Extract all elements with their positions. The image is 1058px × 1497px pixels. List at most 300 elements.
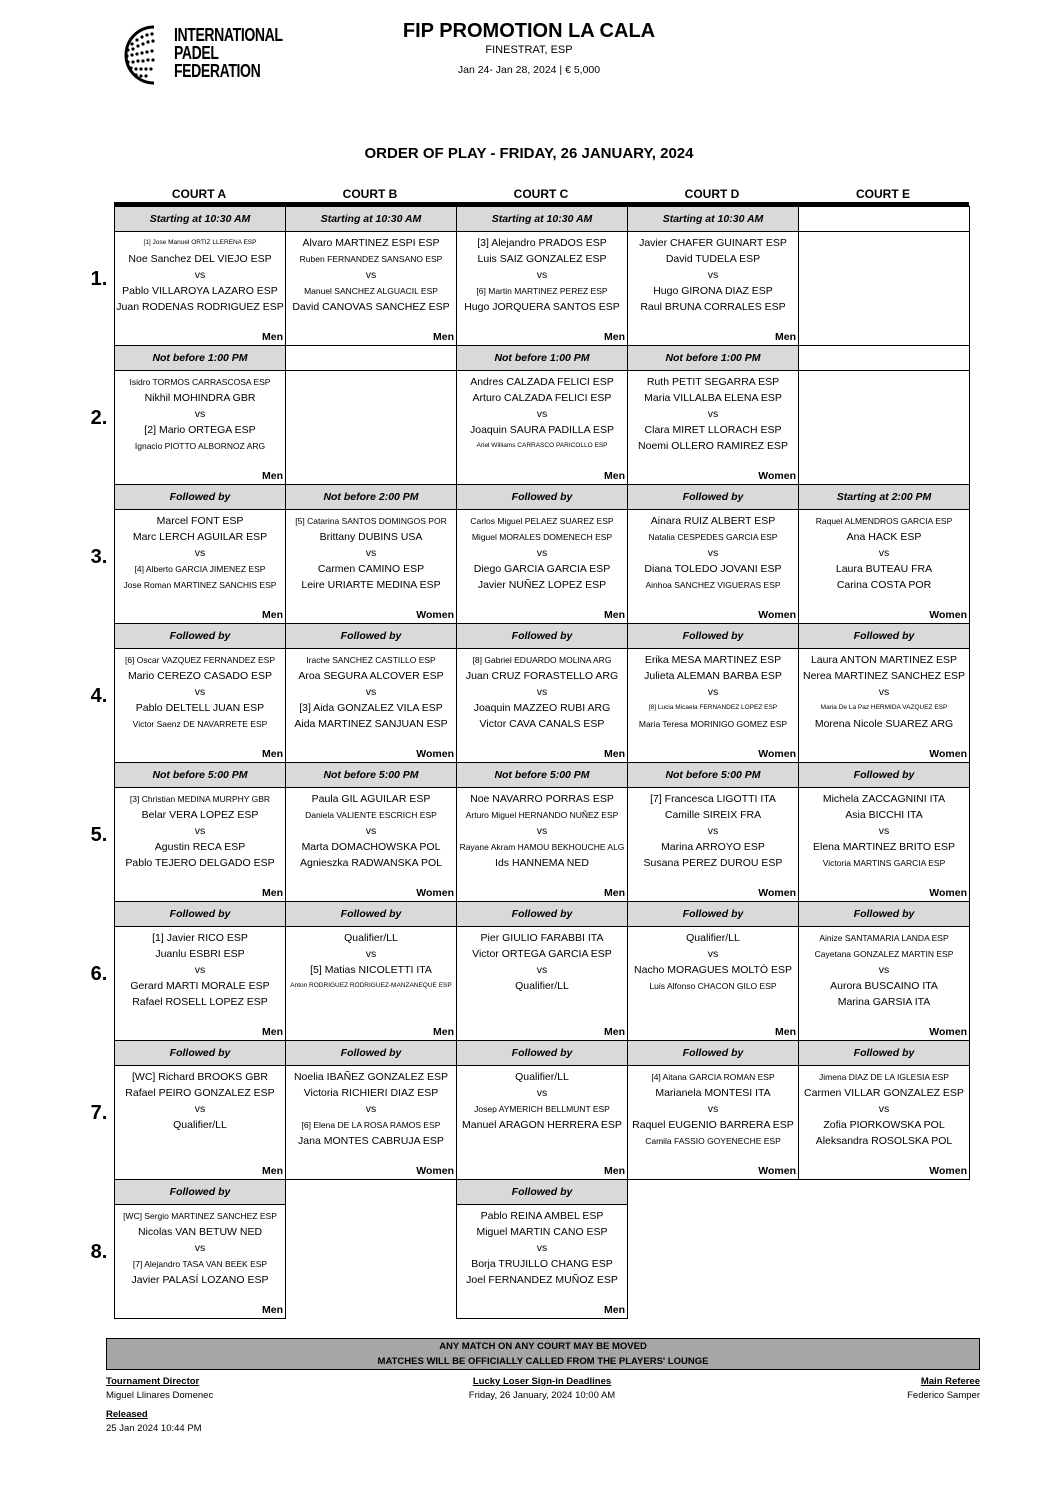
match-time: Followed by: [628, 1041, 798, 1066]
match-row-number: 3.: [90, 546, 108, 568]
tournament-location: FINESTRAT, ESP: [485, 44, 573, 56]
match-time: Not before 5:00 PM: [628, 763, 798, 788]
main-referee: [907, 1376, 980, 1401]
player-line: [7] Alejandro TASA VAN BEEK ESP: [132, 1259, 268, 1269]
match-players: [286, 930, 456, 994]
referee-name: Federico Samper: [907, 1390, 980, 1401]
match-category: Women: [758, 470, 796, 482]
match-time: Not before 2:00 PM: [286, 485, 456, 510]
match-category: Men: [604, 1304, 625, 1316]
match-category: Men: [775, 331, 796, 343]
match-category: Women: [758, 748, 796, 760]
released-label: Released: [106, 1409, 148, 1420]
versus-label: vs: [878, 964, 890, 976]
player-line: Juan RODENAS RODRIGUEZ ESP: [116, 301, 284, 313]
versus-label: vs: [194, 269, 206, 281]
match-category: Men: [604, 887, 625, 899]
player-line: Zofia PIORKOWSKA POL: [823, 1119, 945, 1131]
match-slot: [456, 484, 628, 624]
match-slot: [114, 1040, 286, 1180]
lucky-loser-deadline: [0, 1376, 1058, 1401]
player-line: Joaquin SAURA PADILLA ESP: [470, 424, 614, 436]
player-line: Erika MESA MARTINEZ ESP: [644, 654, 782, 666]
player-line: Asia BICCHI ITA: [845, 809, 923, 821]
player-line: Carmen VILLAR GONZALEZ ESP: [804, 1087, 964, 1099]
versus-label: vs: [878, 686, 890, 698]
match-category: Men: [604, 748, 625, 760]
match-players: [799, 791, 969, 871]
match-time: Not before 5:00 PM: [457, 763, 627, 788]
match-players: [115, 652, 285, 732]
player-line: Aida MARTINEZ SANJUAN ESP: [294, 718, 448, 730]
match-slot: [798, 206, 970, 346]
tournament-title: FIP PROMOTION LA CALA: [402, 20, 656, 42]
match-slot: [798, 623, 970, 763]
match-slot: [114, 1179, 286, 1319]
match-category: Men: [604, 470, 625, 482]
player-line: Noe NAVARRO PORRAS ESP: [470, 793, 614, 805]
match-slot: [456, 1040, 628, 1180]
match-players: [115, 791, 285, 871]
match-time: Starting at 2:00 PM: [799, 485, 969, 510]
match-players: [628, 1069, 798, 1149]
versus-label: vs: [536, 1087, 548, 1099]
match-row-number: 6.: [90, 963, 108, 985]
match-category: Women: [758, 1165, 796, 1177]
player-line: Victor CAVA CANALS ESP: [479, 718, 605, 730]
versus-label: vs: [536, 269, 548, 281]
match-players: [628, 930, 798, 994]
match-time: [286, 346, 456, 371]
player-line: Rayane Akram HAMOU BEKHOUCHE ALG: [459, 842, 625, 852]
match-category: Men: [604, 1026, 625, 1038]
versus-label: vs: [707, 825, 719, 837]
player-line: Susana PEREZ DUROU ESP: [643, 857, 783, 869]
match-row-number: 5.: [90, 824, 108, 846]
released-value: 25 Jan 2024 10:44 PM: [106, 1423, 202, 1434]
player-line: Paula GIL AGUILAR ESP: [311, 793, 431, 805]
match-players: [799, 1069, 969, 1149]
player-line: Camila FASSIO GOYENECHE ESP: [645, 1136, 781, 1146]
player-line: Joel FERNANDEZ MUÑOZ ESP: [466, 1274, 618, 1286]
player-line: Irache SANCHEZ CASTILLO ESP: [306, 655, 436, 665]
match-time: Followed by: [628, 485, 798, 510]
match-category: Men: [262, 887, 283, 899]
director-name: Miguel Llinares Domenec: [106, 1390, 214, 1401]
player-line: Victoria RICHIERI DIAZ ESP: [303, 1087, 439, 1099]
player-line: Miguel MORALES DOMENECH ESP: [471, 532, 613, 542]
logo-line-1: INTERNATIONAL: [174, 25, 283, 45]
match-players: [286, 652, 456, 732]
match-row-number: 2.: [90, 407, 108, 429]
match-players: [457, 1069, 627, 1133]
player-line: Carlos Miguel PELAEZ SUAREZ ESP: [470, 516, 614, 526]
versus-label: vs: [194, 825, 206, 837]
match-time: Starting at 10:30 AM: [457, 207, 627, 232]
match-slot: [798, 345, 970, 485]
versus-label: vs: [707, 948, 719, 960]
versus-label: vs: [365, 948, 377, 960]
player-line: Michela ZACCAGNINI ITA: [822, 793, 946, 805]
match-players: [799, 930, 969, 1010]
player-line: Maria Teresa MORINIGO GOMEZ ESP: [638, 719, 788, 729]
player-line: Aurora BUSCAINO ITA: [830, 980, 938, 992]
player-line: Belar VERA LOPEZ ESP: [141, 809, 259, 821]
player-line: Morena Nicole SUAREZ ARG: [814, 718, 954, 730]
player-line: [8] Lucia Micaela FERNANDEZ LOPEZ ESP: [648, 704, 778, 711]
match-slot: [114, 206, 286, 346]
player-line: [8] Gabriel EDUARDO MOLINA ARG: [472, 655, 612, 665]
match-time: Followed by: [286, 902, 456, 927]
player-line: Hugo JORQUERA SANTOS ESP: [464, 301, 620, 313]
player-line: [4] Alberto GARCIA JIMENEZ ESP: [134, 564, 266, 574]
player-line: Raquel EUGENIO BARRERA ESP: [632, 1119, 794, 1131]
player-line: Anton RODRIGUEZ RODRIGUEZ-MANZANEQUE ESP: [290, 982, 452, 989]
versus-label: vs: [194, 964, 206, 976]
match-time: Starting at 10:30 AM: [115, 207, 285, 232]
player-line: Alvaro MARTINEZ ESPI ESP: [302, 237, 440, 249]
player-line: Jose Roman MARTINEZ SANCHIS ESP: [123, 580, 277, 590]
match-time: Followed by: [286, 624, 456, 649]
versus-label: vs: [365, 1103, 377, 1115]
player-line: Miguel MARTIN CANO ESP: [476, 1226, 608, 1238]
match-time: Followed by: [799, 763, 969, 788]
match-time: Followed by: [457, 902, 627, 927]
match-slot: [285, 345, 457, 485]
versus-label: vs: [707, 408, 719, 420]
match-players: [115, 1069, 285, 1133]
match-category: Men: [262, 609, 283, 621]
player-line: Qualifier/LL: [515, 1071, 569, 1083]
player-line: [3] Christian MEDINA MURPHY GBR: [129, 794, 271, 804]
player-line: Aleksandra ROSOLSKA POL: [815, 1135, 953, 1147]
player-line: Natalia CESPEDES GARCIA ESP: [648, 532, 778, 542]
match-slot: [114, 901, 286, 1041]
match-time: Followed by: [115, 1041, 285, 1066]
match-time: [799, 207, 969, 232]
court-header-a: COURT A: [171, 187, 227, 201]
player-line: Ainize SANTAMARIA LANDA ESP: [819, 933, 949, 943]
match-players: [286, 791, 456, 871]
match-slot: [456, 206, 628, 346]
versus-label: vs: [365, 825, 377, 837]
match-players: [457, 652, 627, 732]
player-line: Andres CALZADA FELICI ESP: [470, 376, 614, 388]
match-category: Men: [775, 1026, 796, 1038]
match-category: Women: [929, 1026, 967, 1038]
player-line: Juan CRUZ FORASTELLO ARG: [465, 670, 619, 682]
tournament-dates: Jan 24- Jan 28, 2024 | € 5,000: [457, 64, 601, 76]
player-line: Marta DOMACHOWSKA POL: [301, 841, 441, 853]
match-slot: [114, 484, 286, 624]
player-line: [5] Matias NICOLETTI ITA: [310, 964, 432, 976]
versus-label: vs: [536, 964, 548, 976]
player-line: Nacho MORAGUES MOLTÒ ESP: [634, 964, 792, 976]
player-line: Camille SIREIX FRA: [664, 809, 762, 821]
director-label: Tournament Director: [106, 1376, 200, 1387]
versus-label: vs: [878, 547, 890, 559]
match-row-number: 7.: [90, 1102, 108, 1124]
player-line: [4] Aitana GARCIA ROMAN ESP: [651, 1072, 775, 1082]
player-line: Marc LERCH AGUILAR ESP: [132, 531, 268, 543]
player-line: Ruben FERNANDEZ SANSANO ESP: [299, 254, 443, 264]
match-slot: [114, 345, 286, 485]
match-slot: [798, 901, 970, 1041]
player-line: Isidro TORMOS CARRASCOSA ESP: [129, 377, 271, 387]
player-line: [5] Catarina SANTOS DOMINGOS POR: [295, 516, 447, 526]
player-line: Marianela MONTESI ITA: [655, 1087, 771, 1099]
player-line: Gerard MARTI MORALE ESP: [130, 980, 270, 992]
player-line: Ignacio PIOTTO ALBORNOZ ARG: [134, 441, 266, 451]
player-line: [6] Martin MARTINEZ PEREZ ESP: [476, 286, 608, 296]
player-line: Qualifier/LL: [344, 932, 398, 944]
match-category: Men: [433, 331, 454, 343]
match-time: Starting at 10:30 AM: [286, 207, 456, 232]
match-category: Women: [758, 887, 796, 899]
versus-label: vs: [536, 1242, 548, 1254]
player-line: [WC] Sergio MARTINEZ SANCHEZ ESP: [123, 1211, 277, 1221]
player-line: Nerea MARTINEZ SANCHEZ ESP: [802, 670, 965, 682]
player-line: Carina COSTA POR: [836, 579, 932, 591]
match-players: [286, 235, 456, 315]
match-time: Not before 1:00 PM: [628, 346, 798, 371]
lucky-loser-value: Friday, 26 January, 2024 10:00 AM: [468, 1390, 616, 1401]
match-players: [628, 791, 798, 871]
match-category: Men: [604, 609, 625, 621]
match-slot: [114, 623, 286, 763]
match-players: [799, 652, 969, 732]
player-line: Rafael PEIRO GONZALEZ ESP: [125, 1087, 275, 1099]
player-line: Marcel FONT ESP: [156, 515, 244, 527]
match-slot: [798, 484, 970, 624]
player-line: Brittany DUBINS USA: [319, 531, 423, 543]
versus-label: vs: [194, 686, 206, 698]
match-time: [799, 346, 969, 371]
player-line: Elena MARTINEZ BRITO ESP: [813, 841, 955, 853]
match-slot: [285, 484, 457, 624]
player-line: [WC] Richard BROOKS GBR: [132, 1071, 268, 1083]
versus-label: vs: [707, 686, 719, 698]
player-line: David TUDELA ESP: [665, 253, 761, 265]
player-line: Clara MIRET LLORACH ESP: [644, 424, 782, 436]
match-time: Followed by: [799, 902, 969, 927]
match-category: Women: [416, 609, 454, 621]
match-slot: [285, 623, 457, 763]
versus-label: vs: [707, 1103, 719, 1115]
player-line: Diana TOLEDO JOVANI ESP: [644, 563, 782, 575]
player-line: Noe Sanchez DEL VIEJO ESP: [128, 253, 272, 265]
match-players: [286, 1069, 456, 1149]
match-row-number: 8.: [90, 1241, 108, 1263]
match-slot: [627, 484, 799, 624]
player-line: Pablo VILLAROYA LAZARO ESP: [122, 285, 278, 297]
match-category: Men: [604, 331, 625, 343]
player-line: [1] Javier RICO ESP: [152, 932, 248, 944]
match-time: Followed by: [457, 485, 627, 510]
order-of-play-title: ORDER OF PLAY - FRIDAY, 26 JANUARY, 2024: [364, 145, 694, 162]
match-players: [115, 513, 285, 593]
player-line: Nikhil MOHINDRA GBR: [144, 392, 256, 404]
match-players: [457, 235, 627, 315]
match-players: [457, 930, 627, 994]
player-line: Pier GIULIO FARABBI ITA: [480, 932, 604, 944]
court-header-b: COURT B: [342, 187, 398, 201]
match-time: Followed by: [115, 902, 285, 927]
match-slot: [798, 762, 970, 902]
player-line: Raquel ALMENDROS GARCIA ESP: [815, 516, 953, 526]
match-category: Women: [416, 887, 454, 899]
match-slot: [456, 623, 628, 763]
player-line: Joaquin MAZZEO RUBI ARG: [473, 702, 611, 714]
match-time: Not before 5:00 PM: [115, 763, 285, 788]
match-players: [115, 235, 285, 315]
match-players: [457, 1208, 627, 1288]
player-line: Laura BUTEAU FRA: [835, 563, 933, 575]
player-line: [1] Jose Manuel ORTIZ LLERENA ESP: [143, 239, 257, 246]
player-line: Carmen CAMINO ESP: [317, 563, 425, 575]
match-time: Followed by: [457, 1041, 627, 1066]
player-line: Maria VILLALBA ELENA ESP: [644, 392, 782, 404]
player-line: [6] Oscar VAZQUEZ FERNANDEZ ESP: [124, 655, 276, 665]
player-line: Aroa SEGURA ALCOVER ESP: [298, 670, 444, 682]
player-line: Pablo DELTELL JUAN ESP: [135, 702, 265, 714]
match-category: Women: [929, 1165, 967, 1177]
player-line: Noemi OLLERO RAMIREZ ESP: [638, 440, 788, 452]
match-time: Not before 1:00 PM: [457, 346, 627, 371]
match-slot: [627, 623, 799, 763]
player-line: Jimena DIAZ DE LA IGLESIA ESP: [819, 1072, 949, 1082]
player-line: [6] Elena DE LA ROSA RAMOS ESP: [301, 1120, 441, 1130]
match-row-number: 4.: [90, 685, 108, 707]
player-line: Julieta ALEMAN BARBA ESP: [644, 670, 782, 682]
match-players: [628, 513, 798, 593]
versus-label: vs: [194, 408, 206, 420]
notice-box: [106, 1338, 980, 1370]
match-slot: [456, 762, 628, 902]
match-slot: [627, 206, 799, 346]
match-slot: [627, 345, 799, 485]
court-header-e: COURT E: [856, 187, 910, 201]
versus-label: vs: [365, 686, 377, 698]
match-category: Women: [929, 609, 967, 621]
match-players: [799, 513, 969, 593]
player-line: Daniela VALIENTE ESCRICH ESP: [305, 810, 437, 820]
player-line: Agnieszka RADWANSKA POL: [300, 857, 442, 869]
player-line: Nicolas VAN BETUW NED: [137, 1226, 263, 1238]
match-time: Followed by: [286, 1041, 456, 1066]
versus-label: vs: [707, 269, 719, 281]
court-header-d: COURT D: [684, 187, 740, 201]
match-slot: [285, 206, 457, 346]
versus-label: vs: [536, 547, 548, 559]
match-players: [115, 374, 285, 454]
versus-label: vs: [365, 547, 377, 559]
player-line: Jana MONTES CABRUJA ESP: [298, 1135, 444, 1147]
player-line: [2] Mario ORTEGA ESP: [144, 424, 256, 436]
player-line: [3] Alejandro PRADOS ESP: [477, 237, 607, 249]
court-header-c: COURT C: [513, 187, 569, 201]
versus-label: vs: [194, 1103, 206, 1115]
lucky-loser-label: Lucky Loser Sign-in Deadlines: [472, 1376, 612, 1387]
match-players: [115, 1208, 285, 1288]
match-category: Men: [262, 331, 283, 343]
match-category: Men: [604, 1165, 625, 1177]
versus-label: vs: [878, 1103, 890, 1115]
player-line: Arturo Miguel HERNANDO NUÑEZ ESP: [465, 810, 619, 820]
notice-line-1: ANY MATCH ON ANY COURT MAY BE MOVED: [439, 1341, 647, 1352]
player-line: Victor Saenz DE NAVARRETE ESP: [132, 719, 268, 729]
player-line: Laura ANTON MARTINEZ ESP: [810, 654, 958, 666]
player-line: [3] Aida GONZALEZ VILA ESP: [299, 702, 443, 714]
player-line: Manuel ARAGON HERRERA ESP: [462, 1119, 622, 1131]
match-time: Followed by: [457, 1180, 627, 1205]
player-line: Ana HACK ESP: [846, 531, 922, 543]
match-slot: [456, 901, 628, 1041]
match-slot: [627, 901, 799, 1041]
match-players: [457, 791, 627, 871]
match-players: [628, 652, 798, 732]
player-line: Rafael ROSELL LOPEZ ESP: [132, 996, 268, 1008]
player-line: David CANOVAS SANCHEZ ESP: [292, 301, 450, 313]
player-line: Luis Alfonso CHACON GILO ESP: [649, 981, 777, 991]
logo-line-3: FEDERATION: [174, 61, 261, 81]
notice-line-2: MATCHES WILL BE OFFICIALLY CALLED FROM THE PLAYERS' LOUNGE: [377, 1356, 709, 1367]
match-category: Men: [262, 748, 283, 760]
player-line: Maria De La Paz HERMIDA VAZQUEZ ESP: [820, 704, 948, 711]
player-line: Noelia IBAÑEZ GONZALEZ ESP: [293, 1071, 449, 1083]
match-players: [115, 930, 285, 1010]
match-time: Followed by: [799, 624, 969, 649]
player-line: Victor ORTEGA GARCIA ESP: [472, 948, 612, 960]
match-time: Starting at 10:30 AM: [628, 207, 798, 232]
player-line: Qualifier/LL: [515, 980, 569, 992]
player-line: Javier PALASÍ LOZANO ESP: [131, 1274, 269, 1286]
match-time: Followed by: [115, 624, 285, 649]
player-line: Javier NUÑEZ LOPEZ ESP: [477, 579, 607, 591]
player-line: Ruth PETIT SEGARRA ESP: [646, 376, 780, 388]
player-line: Arturo CALZADA FELICI ESP: [472, 392, 612, 404]
logo-line-2: PADEL: [174, 43, 219, 63]
player-line: Mario CEREZO CASADO ESP: [127, 670, 273, 682]
match-slot: [798, 1040, 970, 1180]
match-time: Not before 1:00 PM: [115, 346, 285, 371]
player-line: Leire URIARTE MEDINA ESP: [301, 579, 441, 591]
match-slot: [456, 345, 628, 485]
player-line: Qualifier/LL: [686, 932, 740, 944]
match-time: Followed by: [799, 1041, 969, 1066]
player-line: Diego GARCIA GARCIA ESP: [473, 563, 611, 575]
player-line: Cayetana GONZALEZ MARTIN ESP: [814, 949, 954, 959]
match-slot: [285, 1040, 457, 1180]
player-line: Borja TRUJILLO CHANG ESP: [471, 1258, 613, 1270]
player-line: Ainhoa SANCHEZ VIGUERAS ESP: [645, 580, 781, 590]
released-info: [106, 1409, 202, 1434]
match-row-number: 1.: [90, 268, 108, 290]
player-line: Josep AYMERICH BELLMUNT ESP: [474, 1104, 610, 1114]
referee-label: Main Referee: [920, 1376, 980, 1387]
match-players: [457, 374, 627, 454]
match-time: Followed by: [457, 624, 627, 649]
player-line: Luis SAIZ GONZALEZ ESP: [477, 253, 607, 265]
match-time: Not before 5:00 PM: [286, 763, 456, 788]
match-category: Men: [433, 1026, 454, 1038]
versus-label: vs: [878, 825, 890, 837]
match-category: Women: [416, 748, 454, 760]
match-time: Followed by: [628, 902, 798, 927]
player-line: Agustin RECA ESP: [154, 841, 246, 853]
versus-label: vs: [536, 408, 548, 420]
match-category: Men: [262, 470, 283, 482]
